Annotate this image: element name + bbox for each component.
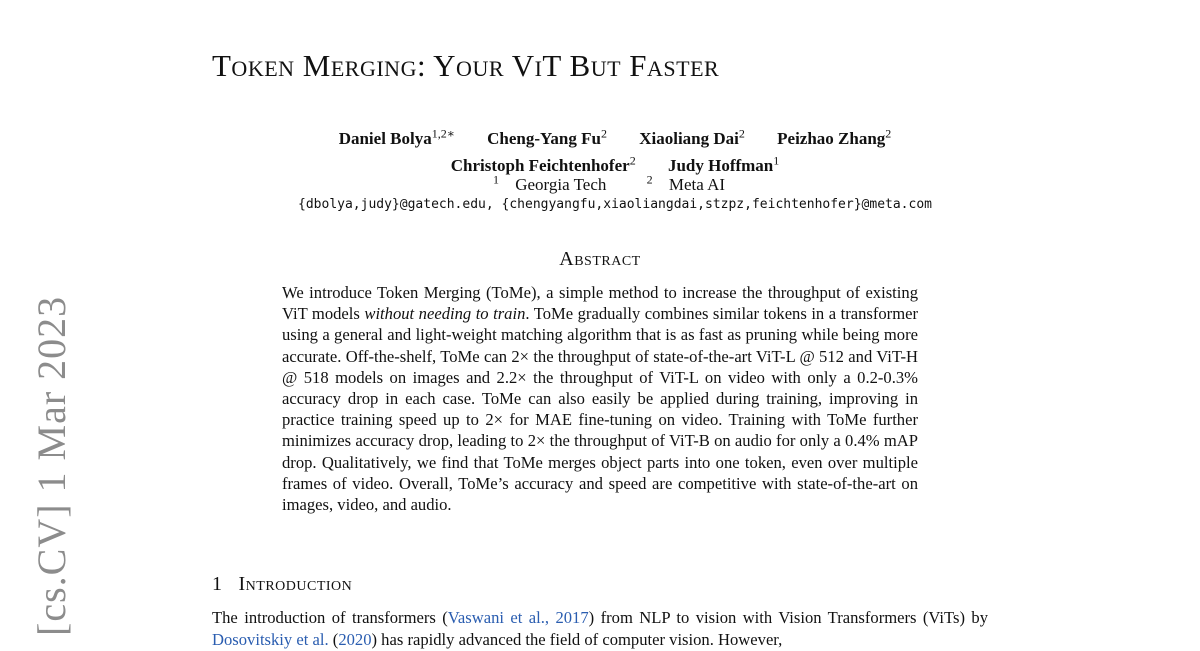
affiliation: $^2$ Meta AI <box>646 172 726 194</box>
abstract-emphasis: without needing to train <box>364 304 526 324</box>
citation-link[interactable]: Vaswani et al., 2017 <box>447 608 589 627</box>
abstract-heading: Abstract <box>559 248 641 270</box>
author: Christoph Feichtenhofer$^2$ <box>450 153 636 176</box>
author: Peizhao Zhang$^2$ <box>777 126 892 148</box>
author: Judy Hoffman$^1$ <box>667 153 780 176</box>
affiliation: $^1$ Georgia Tech <box>492 172 607 194</box>
author: Daniel Bolya$^{1,2∗}$ <box>338 126 455 148</box>
introduction-text: The introduction of transformers (Vaswani et al., 2017) from NLP to vision with Vision Transformers (ViTs) by Dosovitskiy et al. (2020) has rapidly advanced the field of computer vision. However, <box>212 608 988 649</box>
affiliations <box>212 172 1018 195</box>
arxiv-side-stamp: [cs.CV] 1 Mar 2023 <box>29 295 74 636</box>
author-list <box>212 122 1018 177</box>
section-heading: 1 Introduction <box>212 573 353 595</box>
author: Cheng-Yang Fu$^2$ <box>487 126 607 148</box>
citation-year-link[interactable]: 2020 <box>338 630 372 649</box>
citation-link[interactable]: Dosovitskiy et al. <box>212 630 329 649</box>
author-emails: {dbolya,judy}@gatech.edu, {chengyangfu,xiaoliangdai,stzpz,feichtenhofer}@meta.com <box>298 197 932 212</box>
author-row-1 <box>212 122 1018 150</box>
paper-title: Token Merging: Your ViT But Faster <box>212 48 720 83</box>
author: Xiaoliang Dai$^2$ <box>639 126 745 148</box>
abstract-text: We introduce Token Merging (ToMe), a simple method to increase the throughput of existing ViT models without needing to train. ToMe gradually combines similar tokens in a transformer using a general and light-weight matching algorithm that is as fast as pruning while being more accurate. Off-the-shelf, ToMe can 2× the throughput of state-of-the-art ViT-L @ 512 and ViT-H @ 518 models on images and 2.2× the throughput of ViT-L on video with only a 0.2-0.3% accuracy drop in each case. ToMe can also easily be applied during training, improving in practice training speed up to 2× for MAE fine-tuning on video. Training with ToMe further minimizes accuracy drop, leading to 2× the throughput of ViT-B on audio for only a 0.4% mAP drop. Qualitatively, we find that ToMe merges object parts into one token, even over multiple frames of video. Overall, ToMe’s accuracy and speed are competitive with state-of-the-art on images, video, and audio. <box>282 283 918 515</box>
